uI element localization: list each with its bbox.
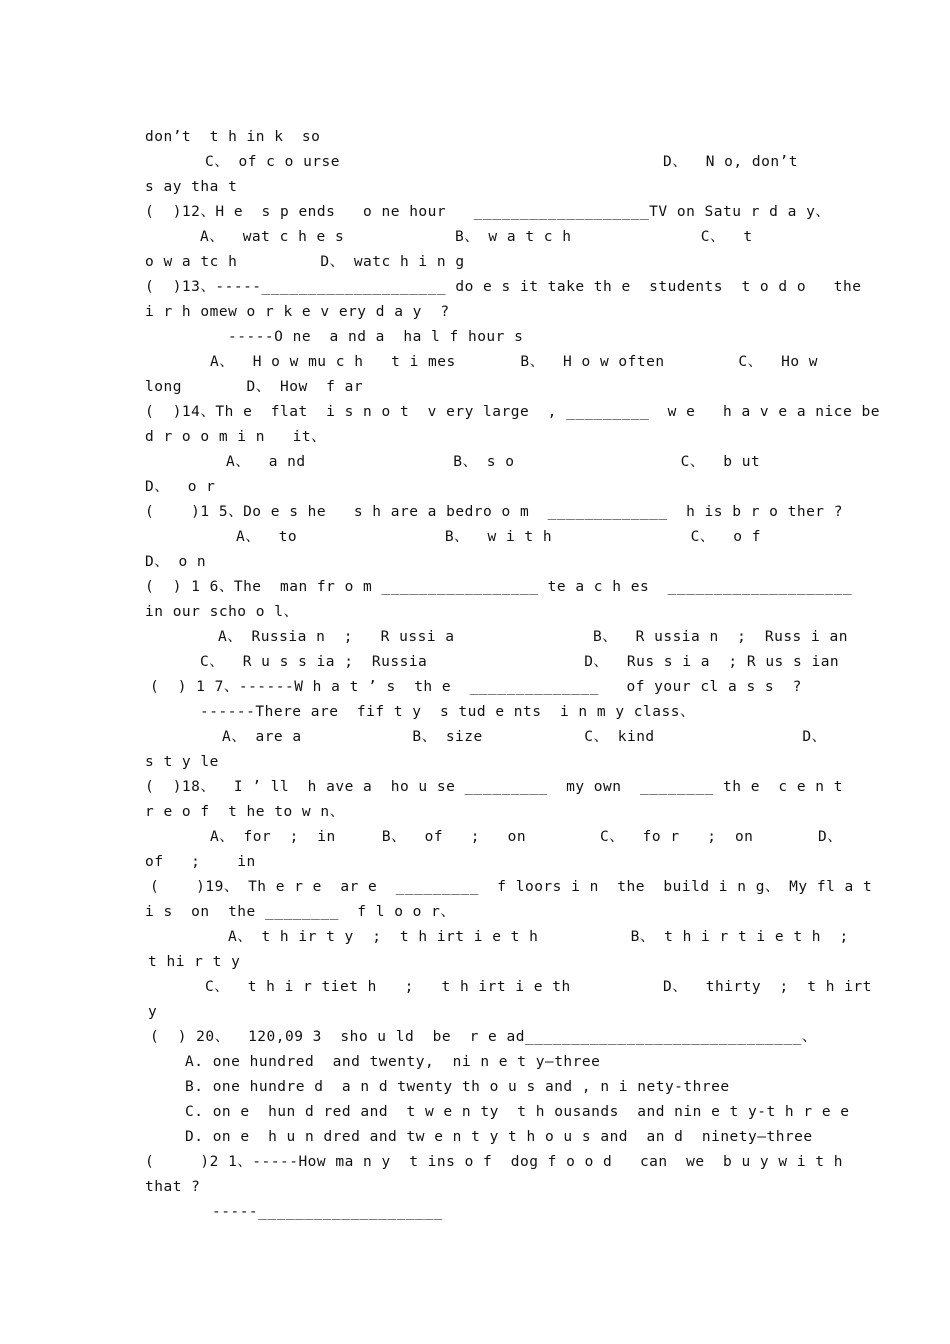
- text-line: D、 o n: [145, 554, 207, 570]
- option-line: A、 to B、 w i t h C、 o f: [236, 529, 761, 545]
- text-line: long D、 How f ar: [145, 379, 364, 395]
- text-line: don’t t h in k so: [145, 129, 321, 145]
- question-17: ( ) 1 7、------W h a t ’ s th e ______________ of your cl a s s ?: [150, 679, 802, 695]
- option-line: C、 t h i r tiet h ; t h irt i e th D、 thirty ; t h irt: [205, 979, 872, 995]
- question-16: ( ) 1 6、The man fr o m _________________ te a c h es ____________________: [145, 579, 853, 595]
- text-line: s ay tha t: [145, 179, 238, 195]
- option-a: A. one hundred and twenty, ni n e t y—three: [185, 1054, 601, 1070]
- text-line: t hi r t y: [148, 954, 241, 970]
- text-line: r e o f t he to w n、: [145, 804, 345, 820]
- option-line: A、 wat c h e s B、 w a t c h C、 t: [200, 229, 753, 245]
- question-12: ( )12、H e s p ends o ne hour ___________________TV on Satu r d a y、: [145, 204, 831, 220]
- option-line: C、 of c o urse D、 N o, don’t: [205, 154, 799, 170]
- text-line: in our scho o l、: [145, 604, 299, 620]
- answer-line: -----____________________: [212, 1204, 443, 1220]
- option-d: D. on e h u n dred and tw e n t y t h o u s and an d ninety—three: [185, 1129, 813, 1145]
- text-line: d r o o m i n it、: [145, 429, 327, 445]
- text-line: D、 o r: [145, 479, 216, 495]
- option-c: C. on e hun d red and t w e n ty t h ousands and nin e t y-t h r e e: [185, 1104, 850, 1120]
- option-line: A、 for ; in B、 of ; on C、 fo r ; on D、: [210, 829, 843, 845]
- question-18: ( )18、 I ’ ll h ave a ho u se _________ my own ________ th e c e n t: [145, 779, 844, 795]
- text-line: y: [148, 1004, 158, 1020]
- question-13: ( )13、-----____________________ do e s it take th e students t o d o the: [145, 279, 862, 295]
- text-line: that ?: [145, 1179, 201, 1195]
- question-15: ( )1 5、Do e s he s h are a bedro o m _____________ h is b r o ther ?: [145, 504, 844, 520]
- answer-line: -----O ne a nd a ha l f hour s: [228, 329, 524, 345]
- text-line: of ; in: [145, 854, 256, 870]
- question-14: ( )14、Th e flat i s n o t v ery large , _________ w e h a v e a nice be: [145, 404, 880, 420]
- option-b: B. one hundre d a n d twenty th o u s and , n i nety-three: [185, 1079, 730, 1095]
- option-line: A、 H o w mu c h t i mes B、 H o w often C、 Ho w: [210, 354, 819, 370]
- question-21: ( )2 1、-----How ma n y t ins o f dog f o o d can we b u y w i t h: [145, 1154, 844, 1170]
- option-line: A、 t h ir t y ; t h irt i e t h B、 t h i r t i e t h ;: [228, 929, 849, 945]
- question-20: ( ) 20、 120,09 3 sho u ld be r e ad______________________________、: [150, 1029, 817, 1045]
- text-line: o w a tc h D、 watc h i n g: [145, 254, 465, 270]
- text-line: i r h omew o r k e v ery d a y ?: [145, 304, 450, 320]
- text-line: s t y le: [145, 754, 219, 770]
- option-line: A、 Russia n ; R ussi a B、 R ussia n ; Russ i an: [218, 629, 848, 645]
- option-line: A、 are a B、 size C、 kind D、: [222, 729, 827, 745]
- option-line: C、 R u s s ia ; Russia D、 Rus s i a ; R us s ian: [200, 654, 840, 670]
- answer-line: ------There are fif t y s tud e nts i n m y class、: [200, 704, 695, 720]
- question-19: ( )19、 Th e r e ar e _________ f loors i n the build i n g、 My fl a t: [150, 879, 873, 895]
- text-line: i s on the ________ f l o o r、: [145, 904, 456, 920]
- option-line: A、 a nd B、 s o C、 b ut: [226, 454, 761, 470]
